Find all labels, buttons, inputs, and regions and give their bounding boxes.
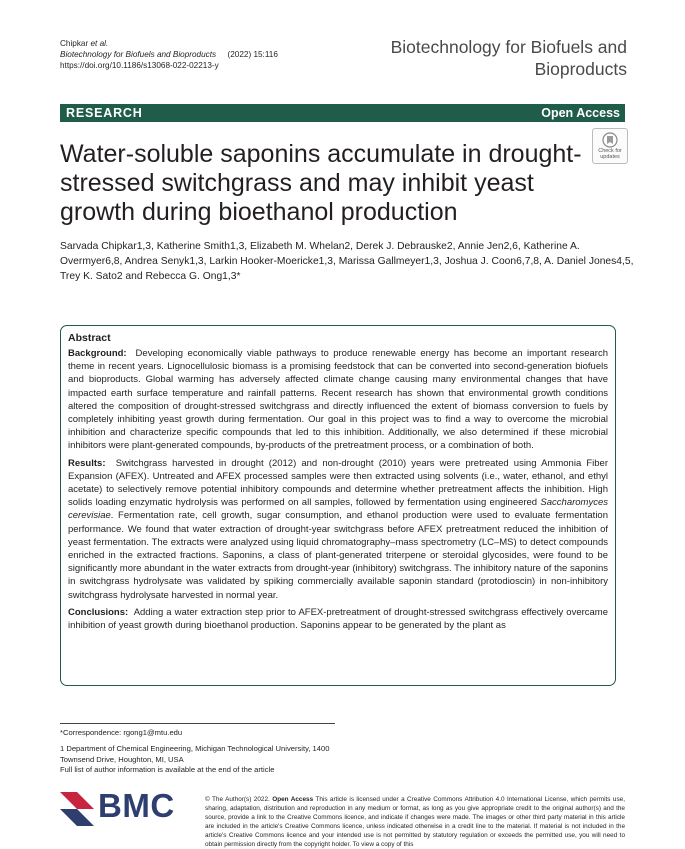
- citation-etal: et al.: [90, 39, 109, 48]
- citation-block: [60, 38, 278, 71]
- results-text-b: . Fermentation rate, cell growth, sugar consumption, and ethanol production were used to evaluate fermentation performance. We found that water extraction of drought-year switchgrass before AFEX pretreatment reduced the inhibition of yeast fermentation. The extracts were analyzed using liquid chromatography–mass spectrometry (LC–MS) to detect compounds enriched in the extracted fractions. Saponins, a class of plant-generated triterpene or steroidal glycosides, were found to be significantly more abundant in the water extracts from drought-year (inhibitory) switchgrass. The inhibitory nature of the saponins in switchgrass hydrolysate was validated by spiking commercially available saponin standard (protodioscin) in non-inhibitory switchgrass hydrolysate harvested in normal year.: [68, 510, 608, 601]
- license-body: This article is licensed under a Creative Commons Attribution 4.0 International License, which permits use, sharing, adaptation, distribution and reproduction in any medium or format, as long as you give appropriate credit to the original author(s) and the source, provide a link to the Creative Commons licence, and indicate if changes were made. The images or other third party material in this article are included in the article's Creative Commons licence, unless indicated otherwise in a credit line to the material. If material is not included in the article's Creative Commons licence and your intended use is not permitted by statutory regulation or exceeds the permitted use, you will need to obtain permission directly from the copyright holder. To view a copy of this: [205, 796, 625, 848]
- affiliation-more: Full list of author information is available at the end of the article: [60, 765, 275, 774]
- results-species: Saccharomyces cerevisiae: [68, 497, 609, 522]
- check-updates-label: Check for updates: [598, 148, 622, 160]
- open-access-label: Open Access: [541, 106, 620, 120]
- license-text: [205, 795, 625, 849]
- citation-year-volume: (2022) 15:116: [227, 50, 278, 59]
- journal-name: Biotechnology for Biofuels and Bioproducts: [390, 37, 627, 79]
- abstract-heading: Abstract: [68, 332, 111, 344]
- correspondence-note: *Correspondence: rgong1@mtu.edu: [60, 728, 183, 737]
- license-lead: © The Author(s) 2022.: [205, 796, 270, 803]
- publisher-logo: [60, 787, 195, 832]
- results-text-a: Switchgrass harvested in drought (2012) and non-drought (2010) years were pretreated using Ammonia Fiber Expansion (AFEX). Untreated and AFEX processed samples were then extracted using solvents (i.e., water, ethanol, and ethyl acetate) to selectively remove potential inhibitory compounds and determine whether pretreatment affects the inhibition. High solids loading enzymatic hydrolysis was performed on all samples, followed by fermentation using engineered: [68, 457, 608, 509]
- affiliation-text: 1 Department of Chemical Engineering, Michigan Technological University, 1400 Townsend Drive, Houghton, MI, USA: [60, 744, 330, 764]
- abstract-conclusions: [68, 606, 608, 632]
- bmc-wordmark: BMC: [98, 787, 175, 824]
- doi-link[interactable]: https://doi.org/10.1186/s13068-022-02213-y: [60, 61, 219, 70]
- license-oa: Open Access: [272, 796, 314, 803]
- conclusions-label: Conclusions:: [68, 606, 129, 618]
- author-list: Sarvada Chipkar1,3, Katherine Smith1,3, Elizabeth M. Whelan2, Derek J. Debrauske2, Annie Jen2,6, Katherine A. Overmyer6,8, Andrea Senyk1,3, Larkin Hooker-Moericke1,3, Marissa Gallmeyer1,3, Joshua J. Coon6,7,8, A. Daniel Jones4,5, Trey K. Sato2 and Rebecca G. Ong1,3*: [60, 241, 634, 282]
- abstract-results: [68, 457, 608, 602]
- section-band: [60, 104, 625, 122]
- article-title: Water-soluble saponins accumulate in drought-stressed switchgrass and may inhibit yeast growth during bioethanol production: [60, 140, 582, 226]
- results-label: Results:: [68, 457, 106, 469]
- conclusions-text: Adding a water extraction step prior to AFEX-pretreatment of drought-stressed switchgrass effectively overcame inhibition of yeast growth during bioethanol production. Saponins appear to be generated by the plant as: [68, 606, 608, 632]
- background-label: Background:: [68, 348, 127, 359]
- abstract-background: [68, 347, 608, 453]
- citation-author: Chipkar: [60, 39, 89, 48]
- affiliation-note: [60, 744, 360, 776]
- background-text: Developing economically viable pathways to produce renewable energy has become an important research theme in recent years. Lignocellulosic biomass is a promising feedstock that can be converted into second-generation biofuels and bioproducts. Global warming has adversely affected climate change causing many environmental changes that have impacted earth surface temperature and rainfall patterns. Recent research has shown that environmental growth conditions altered the composition of drought-stressed switchgrass and directly influenced the extent of biomass conversion to fuels by completely inhibiting yeast growth during fermentation. Our goal in this project was to find a way to overcome the microbial inhibition and characterize specific compounds that led to this inhibition. Additionally, we also determined if these microbial inhibitors were plant-generated compounds, by-products of the pretreatment process, or a combination of both.: [68, 348, 609, 452]
- check-updates-icon: [602, 132, 618, 148]
- abstract-box: [60, 325, 616, 686]
- bmc-mark-icon: [60, 792, 94, 826]
- citation-journal: Biotechnology for Biofuels and Bioproducts: [60, 50, 217, 59]
- footnote-divider: [60, 723, 335, 724]
- section-label: RESEARCH: [66, 106, 143, 120]
